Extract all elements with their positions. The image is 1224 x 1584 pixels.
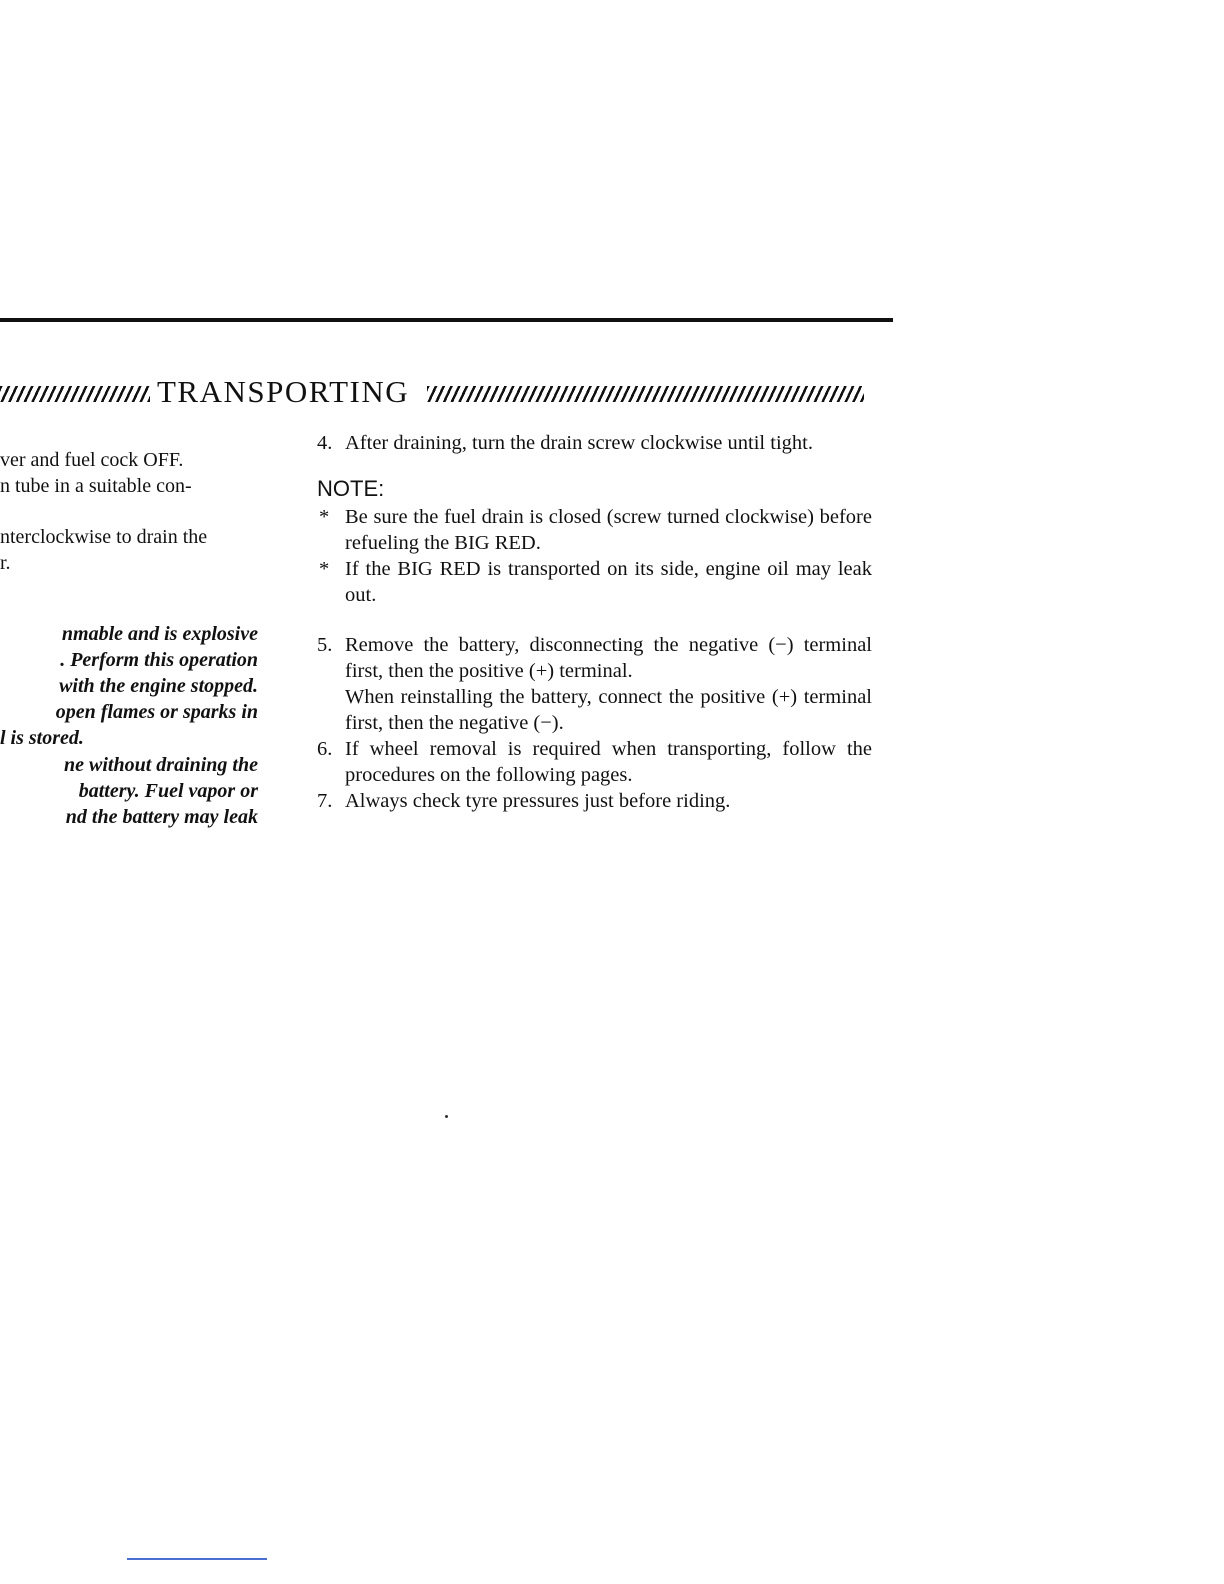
warning-line: l is stored. bbox=[0, 727, 84, 749]
step-number: 4. bbox=[317, 432, 333, 454]
warning-line: nmable and is explosive bbox=[61, 623, 258, 645]
step-text: Remove the battery, disconnecting the negative (−) terminal first, then the positive (+) terminal. bbox=[345, 634, 872, 682]
step-text: If wheel removal is required when transporting, follow the procedures on the following pages. bbox=[345, 738, 872, 786]
warning-line: ne without draining the bbox=[64, 754, 258, 776]
left-line: r. bbox=[0, 552, 11, 574]
section-header bbox=[0, 372, 866, 412]
bullet-symbol: * bbox=[319, 558, 330, 580]
bullet-symbol: * bbox=[319, 506, 330, 528]
top-rule bbox=[0, 318, 893, 322]
warning-line: with the engine stopped. bbox=[59, 675, 258, 697]
scan-speck bbox=[445, 1115, 448, 1118]
footer-rule bbox=[127, 1558, 267, 1560]
warning-line: battery. Fuel vapor or bbox=[78, 780, 258, 802]
step-4 bbox=[317, 430, 872, 456]
section-title: TRANSPORTING bbox=[157, 374, 410, 409]
left-line: nterclockwise to drain the bbox=[0, 526, 208, 548]
step-5-subtext bbox=[317, 684, 872, 736]
step-text: After draining, turn the drain screw clockwise until tight. bbox=[345, 432, 813, 454]
step-number: 5. bbox=[317, 634, 333, 656]
note-bullet bbox=[317, 504, 872, 556]
warning-line: open flames or sparks in bbox=[55, 701, 258, 723]
warning-line: . Perform this operation bbox=[60, 649, 258, 671]
step-number: 6. bbox=[317, 738, 333, 760]
left-line: ver and fuel cock OFF. bbox=[0, 449, 184, 471]
note-heading: NOTE: bbox=[317, 476, 385, 501]
step-7 bbox=[317, 788, 872, 814]
right-column bbox=[317, 430, 872, 814]
step-text: Always check tyre pressures just before riding. bbox=[345, 790, 731, 812]
header-hatch-right bbox=[427, 386, 864, 402]
step-5 bbox=[317, 632, 872, 684]
note-text: Be sure the fuel drain is closed (screw turned clockwise) before refueling the BIG RED. bbox=[345, 506, 872, 554]
step-6 bbox=[317, 736, 872, 788]
header-hatch-left bbox=[0, 386, 150, 402]
left-line: n tube in a suitable con- bbox=[0, 475, 192, 497]
step-subtext: When reinstalling the battery, connect the positive (+) terminal first, then the negative (−). bbox=[345, 686, 872, 734]
note-text: If the BIG RED is transported on its side, engine oil may leak out. bbox=[345, 558, 872, 606]
note-bullet bbox=[317, 556, 872, 608]
step-number: 7. bbox=[317, 790, 333, 812]
warning-line: nd the battery may leak bbox=[65, 806, 258, 828]
